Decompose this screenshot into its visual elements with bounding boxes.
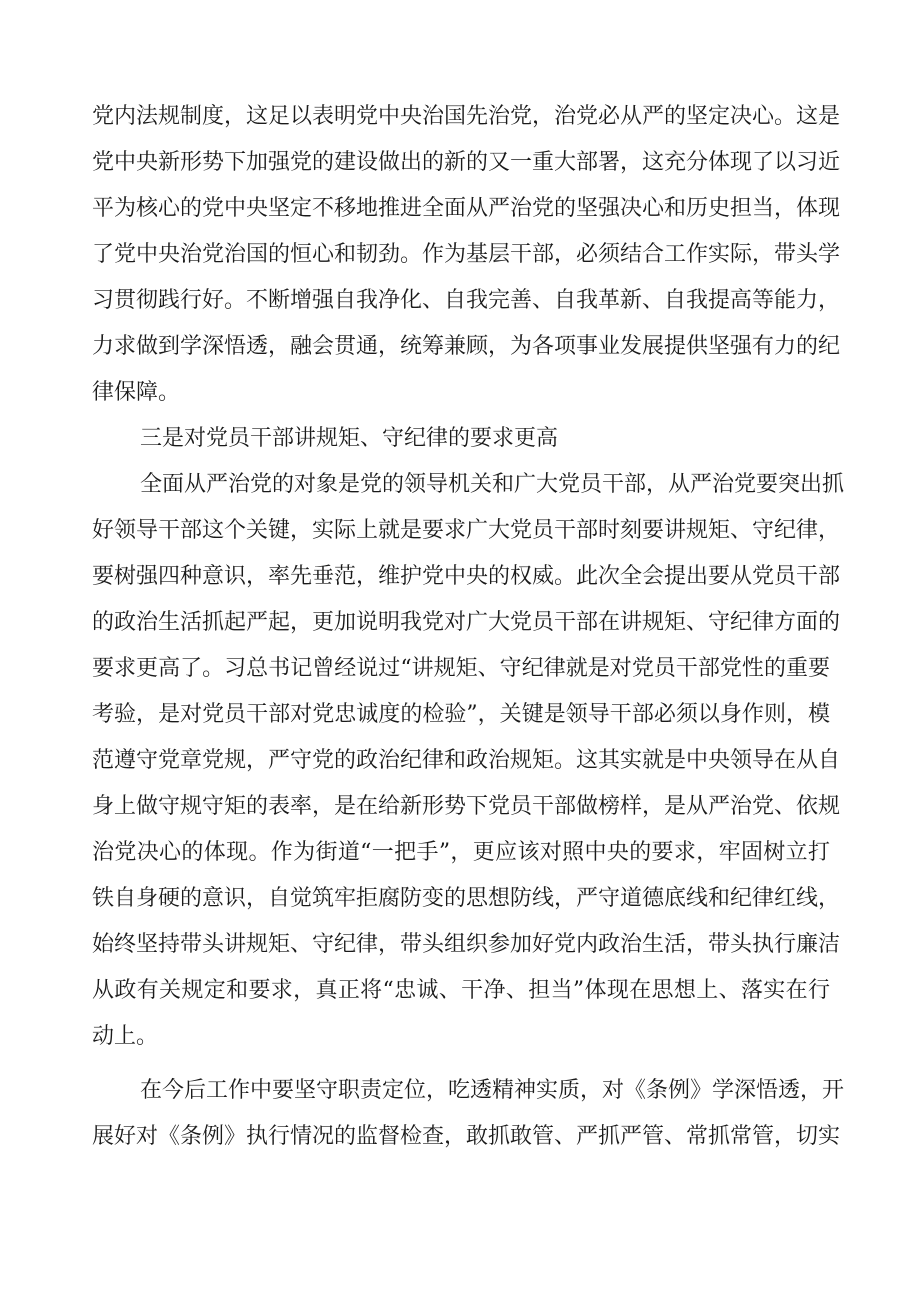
text-line: 党中央新形势下加强党的建设做出的新的又一重大部署，这充分体现了以习近 xyxy=(92,150,841,175)
text-line: 要树强四种意识，率先垂范，维护党中央的权威。此次全会提出要从党员干部 xyxy=(92,564,841,589)
text-line: 治党决心的体现。作为街道“一把手”，更应该对照中央的要求，牢固树立打 xyxy=(92,840,830,865)
text-line: 了党中央治党治国的恒心和韧劲。作为基层干部，必须结合工作实际，带头学 xyxy=(92,242,841,267)
text-line: 力求做到学深悟透，融会贯通，统筹兼顾，为各项事业发展提供坚强有力的纪 xyxy=(92,334,841,359)
text-line: 在今后工作中要坚守职责定位，吃透精神实质，对《条例》学深悟透，开 xyxy=(140,1078,845,1103)
paragraph-p2 xyxy=(92,416,830,462)
text-line: 律保障。 xyxy=(92,380,181,405)
text-line: 身上做守规守矩的表率，是在给新形势下党员干部做榜样，是从严治党、依规 xyxy=(92,794,841,819)
text-line: 展好对《条例》执行情况的监督检查，敢抓敢管、严抓严管、常抓常管，切实 xyxy=(92,1124,841,1149)
text-line: 范遵守党章党规，严守党的政治纪律和政治规矩。这其实就是中央领导在从自 xyxy=(92,748,841,773)
text-line: 动上。 xyxy=(92,1024,159,1049)
text-line: 从政有关规定和要求，真正将“忠诚、干净、担当”体现在思想上、落实在行 xyxy=(92,978,830,1003)
text-line: 铁自身硬的意识，自觉筑牢拒腐防变的思想防线，严守道德底线和纪律红线， xyxy=(92,886,841,911)
text-line: 平为核心的党中央坚定不移地推进全面从严治党的坚强决心和历史担当，体现 xyxy=(92,196,841,221)
paragraph-gap xyxy=(92,1060,830,1068)
text-line: 的政治生活抓起严起，更加说明我党对广大党员干部在讲规矩、守纪律方面的 xyxy=(92,610,841,635)
text-line: 习贯彻践行好。不断增强自我净化、自我完善、自我革新、自我提高等能力， xyxy=(92,288,841,313)
paragraph-p1 xyxy=(92,94,841,416)
document-body xyxy=(92,94,845,1160)
text-line: 好领导干部这个关键，实际上就是要求广大党员干部时刻要讲规矩、守纪律， xyxy=(92,518,841,543)
text-line: 党内法规制度，这足以表明党中央治国先治党，治党必从严的坚定决心。这是 xyxy=(92,104,841,129)
paragraph-p3 xyxy=(92,462,845,1060)
text-line: 考验，是对党员干部对党忠诚度的检验”，关键是领导干部必须以身作则，模 xyxy=(92,702,830,727)
text-line: 全面从严治党的对象是党的领导机关和广大党员干部，从严治党要突出抓 xyxy=(140,472,845,497)
text-line: 始终坚持带头讲规矩、守纪律，带头组织参加好党内政治生活，带头执行廉洁 xyxy=(92,932,841,957)
paragraph-p4 xyxy=(92,1068,845,1160)
text-line: 要求更高了。习总书记曾经说过“讲规矩、守纪律就是对党员干部党性的重要 xyxy=(92,656,830,681)
text-line: 三是对党员干部讲规矩、守纪律的要求更高 xyxy=(140,426,559,451)
